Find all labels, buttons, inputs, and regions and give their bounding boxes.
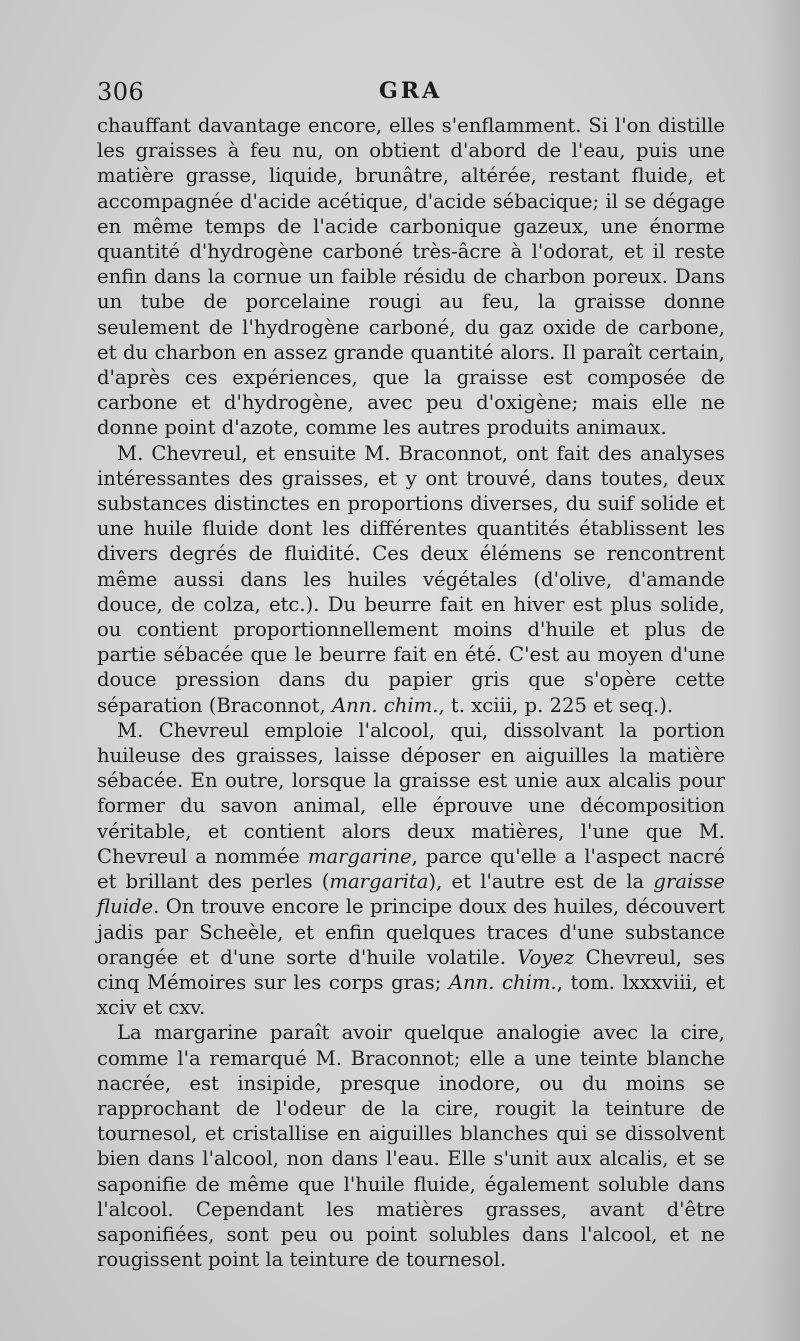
page-number: 306 — [97, 78, 145, 106]
paragraph-3-text-d: . On trouve encore le principe doux des huiles, découvert jadis par Scheèle, et enfin quelques traces d'une substance orangée et d'une sorte d'huile volatile. — [97, 895, 725, 969]
paragraph-3-text-f: , tom. lxxxviii, et xciv et cxv. — [97, 970, 725, 1020]
term-margarita: margarita — [329, 870, 429, 894]
paragraph-4: La margarine paraît avoir quelque analogie avec la cire, comme l'a remarqué M. Braconnot; elle a une teinte blanche nacrée, est insipide, presque inodore, ou du moins se rapprochant de l'odeur de la cire, rougit la teinture de tournesol, et cristallise en aiguilles blanches qui se dissolvent bien dans l'alcool, non dans l'eau. Elle s'unit aux alcalis, et se saponifie de même que l'huile fluide, également soluble dans l'alcool. Cependant les matières grasses, avant d'être saponifiées, sont peu ou point solubles dans l'alcool, et ne rougissent point la teinture de tournesol. — [97, 1021, 725, 1272]
running-head: GRA — [379, 78, 443, 104]
page-header — [97, 78, 727, 108]
paragraph-3-text-a: M. Chevreul emploie l'alcool, qui, dissolvant la portion huileuse des graisses, laisse déposer en aiguilles la matière sébacée. En outre, lorsque la graisse est unie aux alcalis pour former du savon animal, elle éprouve une décomposition véritable, et contient alors deux matières, l'une que M. Chevreul a nommée — [97, 718, 725, 868]
body-text — [97, 113, 725, 1272]
term-margarine: margarine — [307, 844, 412, 868]
paragraph-2-text-a: M. Chevreul, et ensuite M. Braconnot, ont fait des analyses intéressantes des graisses, et y ont trouvé, dans toutes, deux substances distinctes en proportions diverses, du suif solide et une huile fluide dont les différentes quantités établissent les divers degrés de fluidité. Ces deux élémens se rencontrent même aussi dans les huiles végétales (d'olive, d'amande douce, de colza, etc.). Du beurre fait en hiver est plus solide, ou contient proportionnellement moins d'huile et plus de partie sébacée que le beurre fait en été. C'est au moyen d'une douce pression dans du papier gris que s'opère cette séparation (Braconnot, — [97, 441, 725, 717]
paragraph-2-reference: Ann. chim. — [331, 693, 439, 717]
term-voyez: Voyez — [517, 945, 575, 969]
paragraph-3-text-b: , parce qu'elle a l'aspect nacré et brillant des perles ( — [97, 844, 725, 894]
paragraph-1: chauffant davantage encore, elles s'enflamment. Si l'on distille les graisses à feu nu, on obtient d'abord de l'eau, puis une matière grasse, liquide, brunâtre, altérée, restant fluide, et accompagnée d'acide acétique, d'acide sébacique; il se dégage en même temps de l'acide carbonique gazeux, une énorme quantité d'hydrogène carboné très-âcre à l'odorat, et il reste enfin dans la cornue un faible résidu de charbon poreux. Dans un tube de porcelaine rougi au feu, la graisse donne seulement de l'hydrogène carboné, du gaz oxide de carbone, et du charbon en assez grande quantité alors. Il paraît certain, d'après ces expériences, que la graisse est composée de carbone et d'hydrogène, avec peu d'oxigène; mais elle ne donne point d'azote, comme les autres produits animaux. — [97, 114, 725, 440]
paragraph-3 — [97, 718, 725, 1020]
paragraph-3-text-c: ), et l'autre est de la — [428, 870, 654, 894]
page-edge-shadow — [760, 0, 800, 1341]
paragraph-2-text-b: , t. xciii, p. 225 et seq.). — [438, 693, 674, 717]
paragraph-3-text-e: Chevreul, ses cinq Mémoires sur les corps gras; — [97, 945, 726, 994]
term-graisse-fluide: graisse fluide — [97, 870, 725, 919]
paragraph-2 — [97, 441, 725, 718]
paragraph-3-reference: Ann. chim. — [448, 970, 557, 994]
